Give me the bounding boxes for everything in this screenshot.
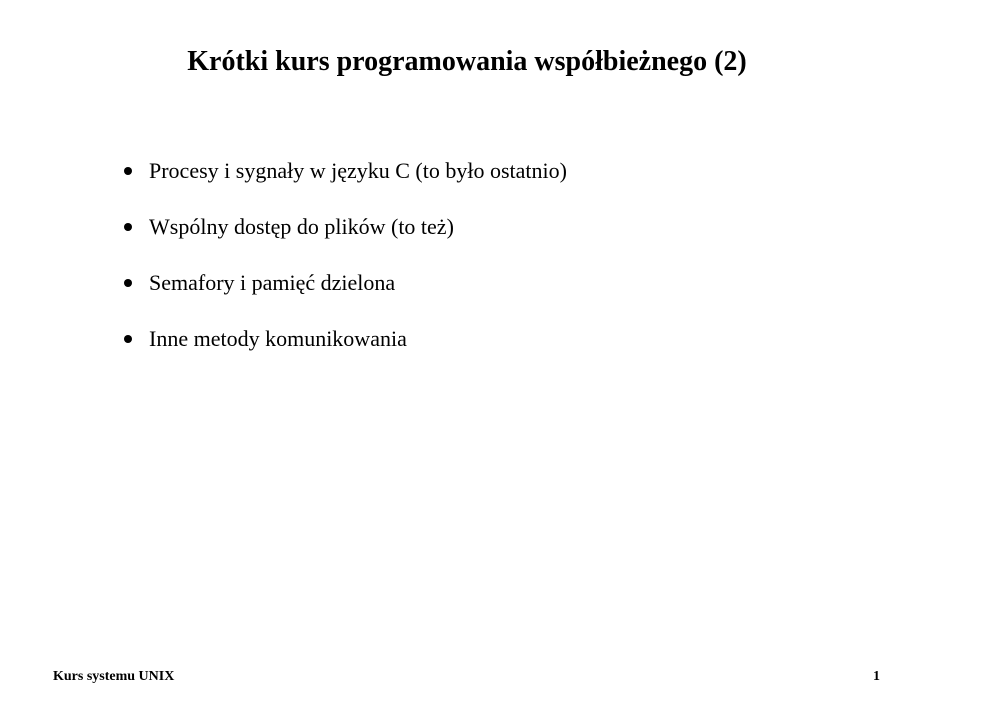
bullet-item bbox=[124, 322, 567, 356]
bullet-item bbox=[124, 154, 567, 188]
bullet-item bbox=[124, 266, 567, 300]
bullet-text: Procesy i sygnały w języku C (to było ostatnio) bbox=[149, 158, 567, 183]
bullet-text: Wspólny dostęp do plików (to też) bbox=[149, 214, 454, 239]
bullet-dot-icon bbox=[124, 223, 132, 231]
bullet-dot-icon bbox=[124, 167, 132, 175]
bullet-text: Inne metody komunikowania bbox=[149, 326, 407, 351]
slide-title: Krótki kurs programowania współbieżnego (2) bbox=[187, 46, 747, 77]
bullet-dot-icon bbox=[124, 279, 132, 287]
bullet-dot-icon bbox=[124, 335, 132, 343]
bullet-list bbox=[124, 154, 567, 378]
footer-page-number: 1 bbox=[873, 669, 880, 684]
footer-course-name: Kurs systemu UNIX bbox=[53, 669, 175, 684]
bullet-text: Semafory i pamięć dzielona bbox=[149, 270, 396, 295]
bullet-item bbox=[124, 210, 567, 244]
